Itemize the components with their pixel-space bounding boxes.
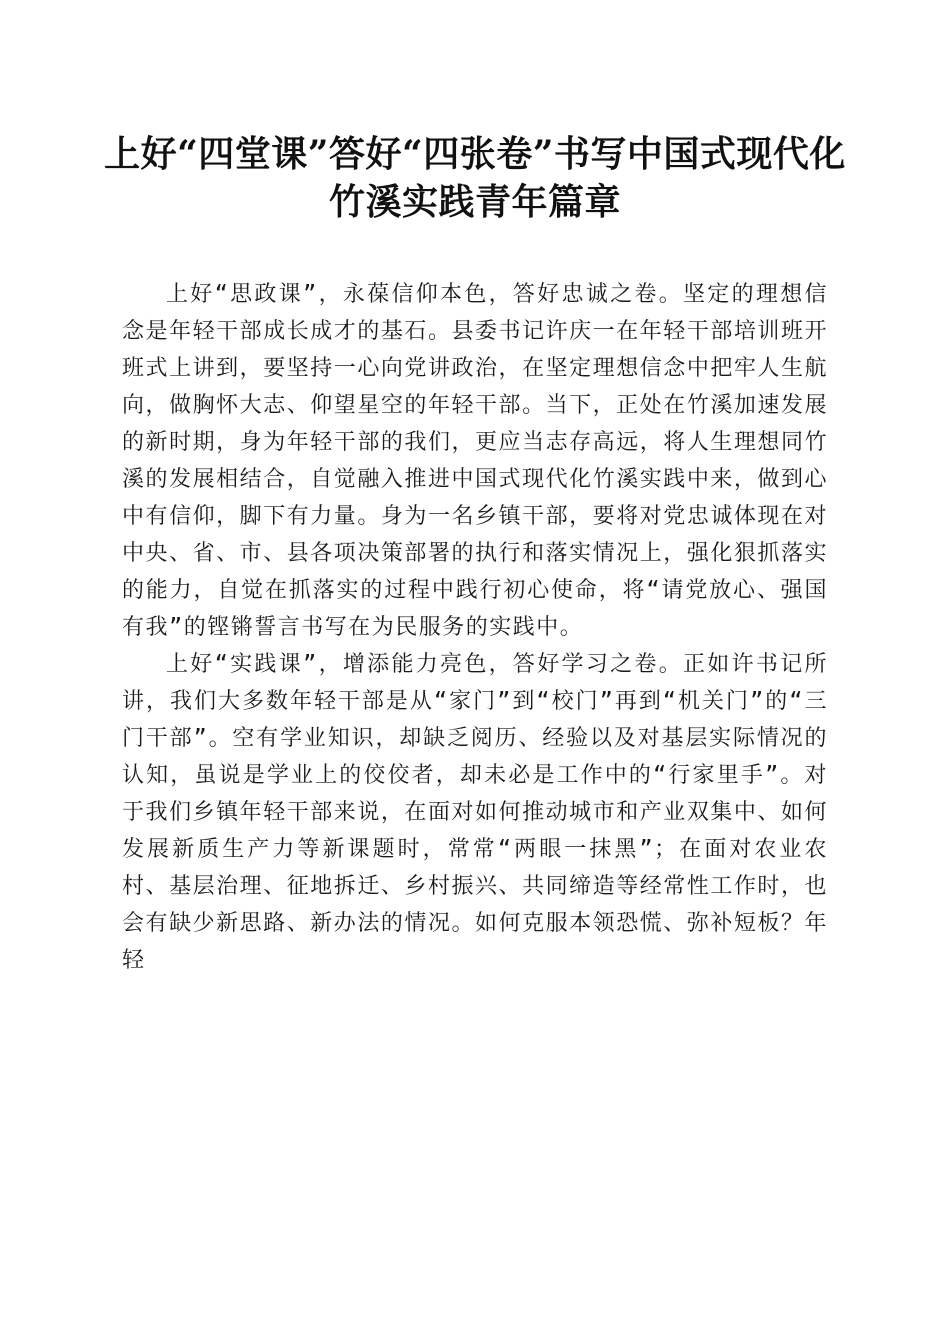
paragraph-1: 上好“思政课”，永葆信仰本色，答好忠诚之卷。坚定的理想信念是年轻干部成长成才的基石。县委书记许庆一在年轻干部培训班开班式上讲到，要坚持一心向党讲政治，在坚定理想信念中把牢人生航向，做胸怀大志、仰望星空的年轻干部。当下，正处在竹溪加速发展的新时期，身为年轻干部的我们，更应当志存高远，将人生理想同竹溪的发展相结合，自觉融入推进中国式现代化竹溪实践中来，做到心中有信仰，脚下有力量。身为一名乡镇干部，要将对党忠诚体现在对中央、省、市、县各项决策部署的执行和落实情况上，强化狠抓落实的能力，自觉在抓落实的过程中践行初心使命，将“请党放心、强国有我”的铿锵誓言书写在为民服务的实践中。 <box>122 282 828 640</box>
paragraph-2: 上好“实践课”，增添能力亮色，答好学习之卷。正如许书记所讲，我们大多数年轻干部是从“家门”到“校门”再到“机关门”的“三门干部”。空有学业知识，却缺乏阅历、经验以及对基层实际情况的认知，虽说是学业上的佼佼者，却未必是工作中的“行家里手”。对于我们乡镇年轻干部来说，在面对如何推动城市和产业双集中、如何发展新质生产力等新课题时，常常“两眼一抹黑”；在面对农业农村、基层治理、征地拆迁、乡村振兴、共同缔造等经常性工作时，也会有缺少新思路、新办法的情况。如何克服本领恐慌、弥补短板？年轻 <box>122 652 828 973</box>
document-title: 上好“四堂课”答好“四张卷”书写中国式现代化竹溪实践青年篇章 <box>104 133 846 223</box>
document-body <box>122 276 828 979</box>
